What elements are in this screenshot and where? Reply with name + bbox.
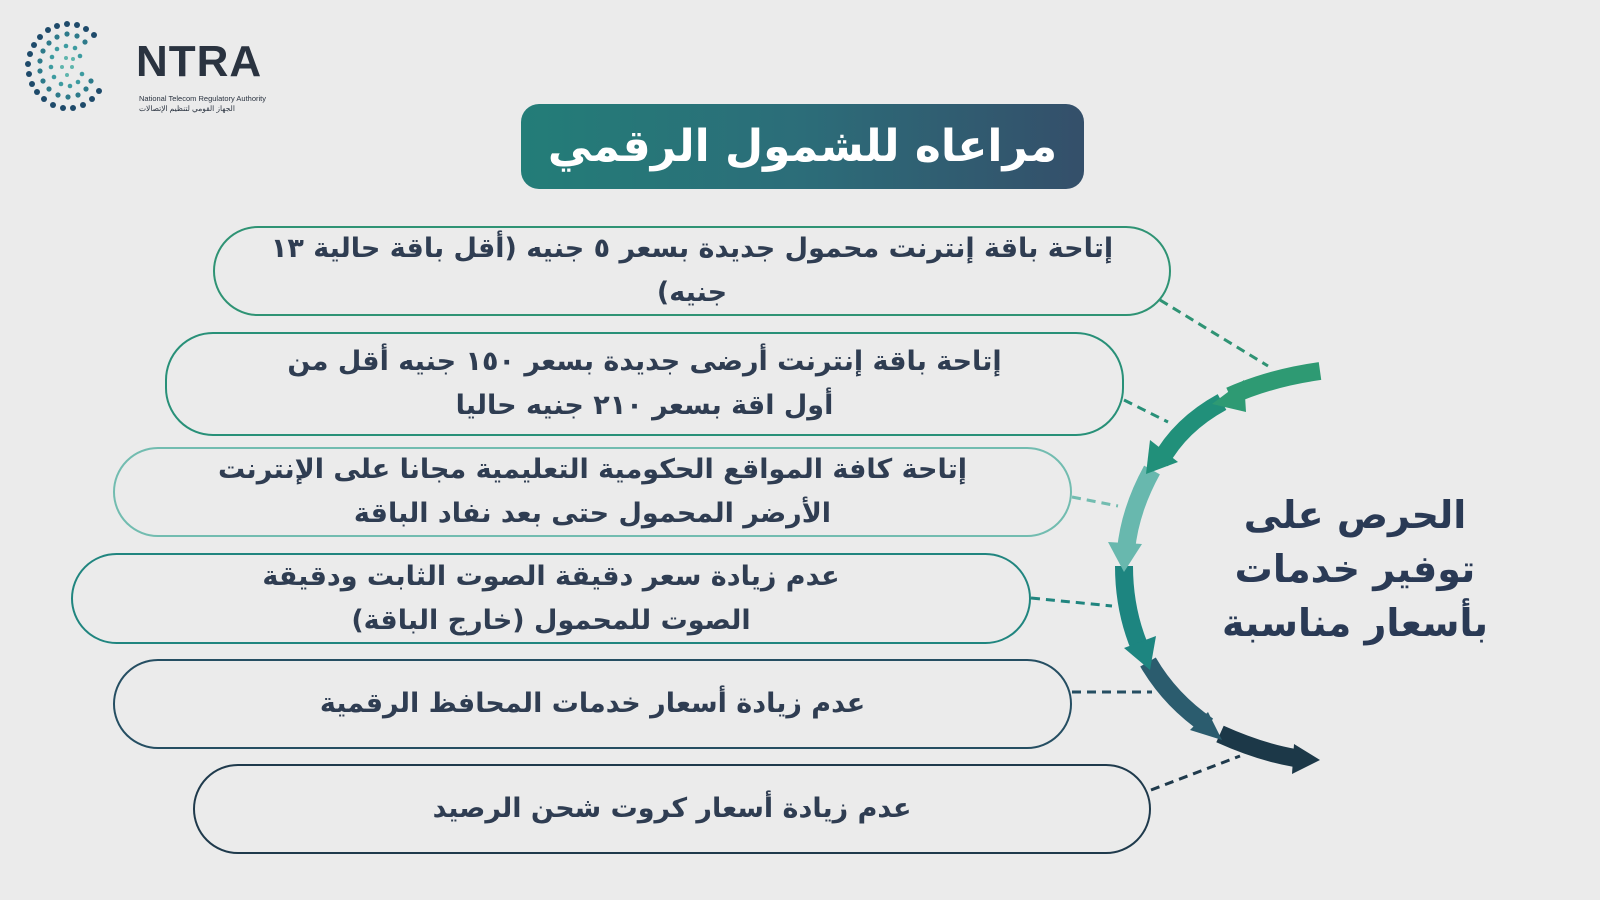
measure-item-1 (213, 226, 1171, 316)
measure-item-2 (165, 332, 1124, 436)
arc-segment-3 (1126, 470, 1152, 550)
logo-subtitle-arabic: الجهاز القومي لتنظيم الإتصالات (139, 104, 235, 113)
measure-item-3 (113, 447, 1072, 537)
logo-wordmark: NTRA (136, 37, 263, 86)
side-label: الحرص على توفير خدمات بأسعار مناسبة (1222, 493, 1488, 645)
measure-item-4-line-1: عدم زيادة سعر دقيقة الصوت الثابت ودقيقة (262, 560, 840, 592)
measure-item-2-line-1: إتاحة باقة إنترنت أرضى جديدة بسعر ١٥٠ جنيه أقل من (287, 346, 1002, 377)
arc-segment-2 (1160, 402, 1222, 462)
arc-segment-4 (1124, 566, 1140, 648)
arc-segment-6 (1220, 734, 1295, 758)
measure-item-3-line-2: الأرضر المحمول حتى بعد نفاد الباقة (353, 498, 832, 529)
measure-item-4 (71, 553, 1031, 644)
page-title: مراعاه للشمول الرقمي (547, 121, 1058, 172)
arrowhead-3 (1108, 542, 1142, 572)
measure-item-2-line-2: أول اقة بسعر ٢١٠ جنيه حاليا (455, 390, 834, 421)
logo-subtitle-english: National Telecom Regulatory Authority (139, 94, 267, 103)
measure-item-5-line-1: عدم زيادة أسعار خدمات المحافظ الرقمية (319, 688, 866, 719)
measure-item-3-line-1: إتاحة كافة المواقع الحكومية التعليمية مجانا على الإنترنت (217, 454, 968, 485)
measure-item-4-line-2: الصوت للمحمول (خارج الباقة) (351, 604, 751, 636)
measure-item-1-line-1: إتاحة باقة إنترنت محمول جديدة بسعر ٥ جنيه (أقل باقة حالية ١٣ جنيه) (270, 233, 1114, 308)
arrowhead-6 (1292, 744, 1320, 774)
arc-segment-5 (1148, 662, 1208, 726)
measure-item-5 (113, 659, 1072, 749)
measure-item-6-line-1: عدم زيادة أسعار كروت شحن الرصيد (432, 793, 912, 824)
measure-item-6 (193, 764, 1151, 854)
